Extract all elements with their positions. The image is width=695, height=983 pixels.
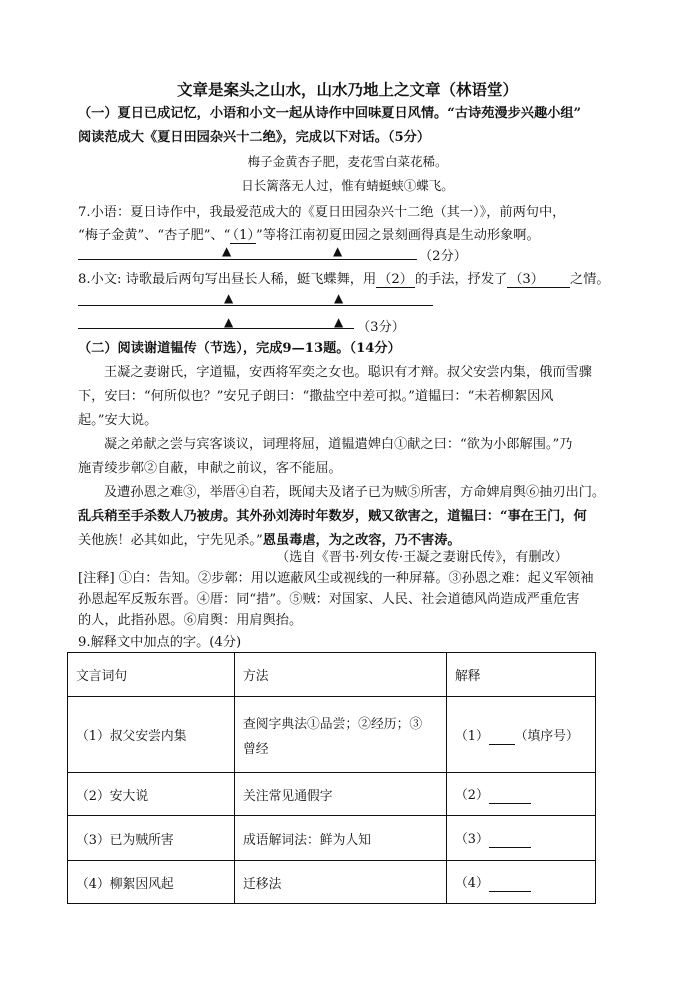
poem-line-2: 日长篱落无人过，惟有蜻蜓蛱①蝶飞。 [241, 178, 454, 193]
para2-line1: 凝之弟献之尝与宾客谈议，词理将屈，道韫遣婢白①献之曰：“欲为小郎解围。”乃 [104, 437, 573, 452]
answer-table [67, 652, 596, 904]
q8-triangle-2: ▲ [334, 291, 344, 305]
para3-line1: 及遭孙恩之难③，举厝④自若，既闻夫及诸子已为贼⑤所害，方命婢肩舆⑥抽刃出门。 [104, 485, 606, 500]
table-row [68, 861, 596, 904]
q8-text-a: 8.小文: 诗歌最后两句写出昼长人稀，蜓飞蝶舞，用 [78, 272, 377, 287]
table-header-method: 方法 [235, 653, 447, 697]
table-row [68, 773, 596, 816]
part1-heading-line2: 阅读范成大《夏日田园杂兴十二绝》，完成以下对话。（5分） [78, 130, 431, 145]
row2-method: 关注常见通假字 [235, 773, 447, 816]
q7-points: （2分） [419, 249, 467, 264]
part2-heading: （二）阅读谢道韫传（节选），完成9—13题。（14分） [78, 341, 401, 356]
poem-line-1: 梅子金黄杏子肥，麦花雪白菜花稀。 [247, 154, 448, 169]
q7-triangle-1: ▲ [222, 244, 232, 258]
row3-answer-label: （3） [455, 832, 489, 847]
row1-method [235, 697, 447, 773]
q7-text-a: “梅子金黄”、“杏子肥”、“ [78, 228, 231, 243]
row2-answer-blank[interactable] [489, 788, 531, 804]
para1-line3: 起。”安大说。 [78, 413, 158, 428]
q7-line1: 7.小语：夏日诗作中，我最爱范成大的《夏日田园杂兴十二绝（其一）》，前两句中， [78, 205, 566, 220]
para1-line2: 下，安曰：“何所似也？”安兄子朗曰：“撒盐空中差可拟。”道韫曰：“未若柳絮因风 [78, 389, 554, 404]
source-citation: （选自《晋书·列女传·王凝之妻谢氏传》，有删改） [276, 550, 568, 565]
table-header-phrase: 文言词句 [68, 653, 235, 697]
notes-line2: 孙恩起军反叛东晋。④厝：同“措”。⑤贼：对国家、人民、社会道德风尚造成严重危害 [78, 592, 580, 607]
q8-text-c: 之情。 [570, 272, 610, 287]
q8-answer-line-2[interactable] [78, 328, 354, 329]
row1-method-line2: 曾经 [243, 741, 269, 757]
row1-answer-cell [447, 697, 596, 773]
table-header-answer: 解释 [447, 653, 596, 697]
table-row [68, 816, 596, 861]
para2-line2: 施青绫步鄣②自蔽，申献之前议，客不能屈。 [78, 461, 342, 476]
row1-answer-suffix: （填序号） [514, 728, 579, 744]
row2-answer-label: （2） [455, 788, 489, 803]
q8-triangle-3: ▲ [224, 315, 234, 329]
table-header-row [68, 653, 596, 697]
table-row [68, 697, 596, 773]
row4-answer-cell [447, 861, 596, 904]
row3-phrase: （3）已为贼所害 [68, 816, 235, 861]
q7-text-b: ”等将江南初夏田园之景刻画得真是生动形象啊。 [255, 228, 540, 243]
q8-answer-line-1[interactable] [78, 305, 433, 306]
notes-line3: 的人，此指孙恩。⑥肩舆：用肩舆抬。 [78, 613, 303, 628]
q7-answer-line[interactable] [78, 259, 417, 260]
row1-answer-blank[interactable] [489, 729, 515, 745]
para3-line2: 乱兵稍至手杀数人乃被虏。其外孙刘涛时年数岁，贼又欲害之，道韫曰：“事在王门，何 [78, 509, 587, 524]
row2-answer-cell [447, 773, 596, 816]
row1-method-line1: 查阅字典法①品尝；②经历；③ [243, 716, 423, 732]
row3-answer-cell [447, 816, 596, 861]
row4-phrase: （4）柳絮因风起 [68, 861, 235, 904]
q8-points: （3分） [357, 320, 405, 335]
q8-text-b: 的手法，抒发了 [414, 272, 508, 287]
q8-triangle-1: ▲ [224, 291, 234, 305]
row4-answer-label: （4） [455, 876, 489, 891]
notes-line1: [注释] ①白：告知。②步鄣：用以遮蔽风尘或视线的一种屏幕。③孙恩之难：起义军领袖 [78, 571, 594, 586]
row4-method: 迁移法 [235, 861, 447, 904]
row1-phrase: （1）叔父安尝内集 [68, 697, 235, 773]
q8-triangle-4: ▲ [334, 315, 344, 329]
row3-method: 成语解词法：鲜为人知 [235, 816, 447, 861]
q7-triangle-2: ▲ [333, 244, 343, 258]
part1-heading-line1: （一）夏日已成记忆，小语和小文一起从诗作中回味夏日风情。“古诗苑漫步兴趣小组” [78, 106, 582, 121]
q9-label: 9.解释文中加点的字。(4分) [78, 635, 242, 650]
q8-blank-3[interactable]: （3） [507, 272, 570, 288]
page-title: 文章是案头之山水，山水乃地上之文章（林语堂） [176, 80, 518, 99]
q8-blank-2[interactable]: （2） [378, 272, 413, 287]
q8-line1 [78, 268, 610, 287]
row2-phrase: （2）安大说 [68, 773, 235, 816]
row1-answer-label: （1） [455, 728, 489, 744]
para3-line3-b: 恩虽毒虐，为之改容，乃不害涛。 [262, 533, 461, 548]
q7-blank-1[interactable]: （1） [232, 228, 254, 243]
para1-line1: 王凝之妻谢氏，字道韫，安西将军奕之女也。聪识有才辩。叔父安尝内集，俄而雪骤 [104, 365, 592, 380]
para3-line3-a: 关他族！必其如此，宁先见杀。” [78, 533, 263, 548]
q7-line2 [78, 224, 540, 243]
row4-answer-blank[interactable] [489, 876, 531, 892]
row3-answer-blank[interactable] [489, 832, 531, 848]
